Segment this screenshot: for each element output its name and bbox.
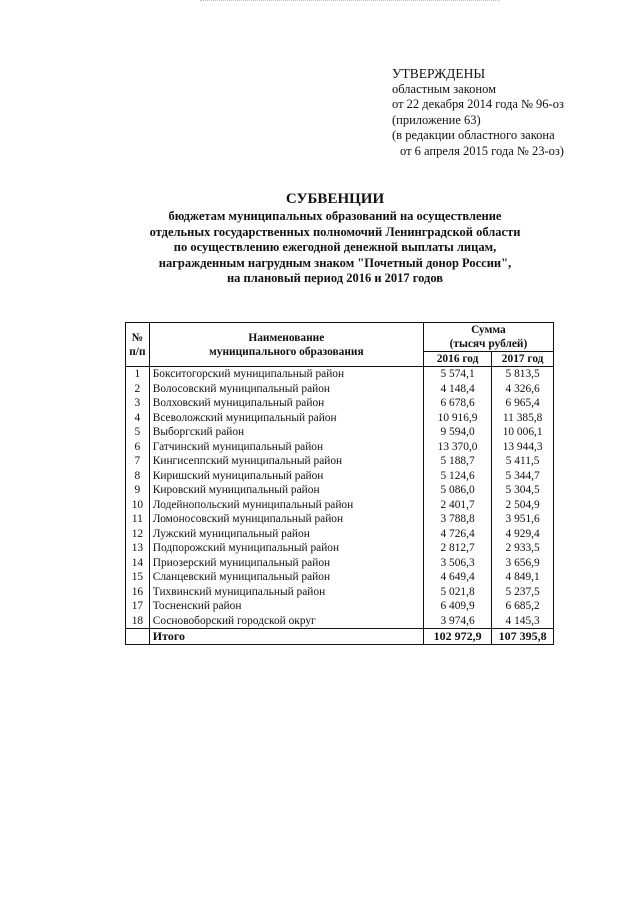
- total-2016: 102 972,9: [423, 629, 491, 645]
- subsidies-table: [125, 322, 554, 645]
- row-name: Тосненский район: [149, 599, 423, 614]
- row-name: Бокситогорский муниципальный район: [149, 367, 423, 382]
- table-row: [126, 556, 554, 571]
- approval-line: (в редакции областного закона: [392, 128, 555, 142]
- row-name: Лодейнопольский муниципальный район: [149, 498, 423, 513]
- row-name: Волховский муниципальный район: [149, 396, 423, 411]
- table-row: [126, 425, 554, 440]
- row-num: 11: [126, 512, 150, 527]
- row-2016: 5 021,8: [423, 585, 491, 600]
- table-row: [126, 367, 554, 382]
- row-2017: 11 385,8: [492, 411, 554, 426]
- row-num: 4: [126, 411, 150, 426]
- row-2017: 4 849,1: [492, 570, 554, 585]
- total-2017: 107 395,8: [492, 629, 554, 645]
- row-name: Подпорожский муниципальный район: [149, 541, 423, 556]
- row-2016: 4 148,4: [423, 382, 491, 397]
- row-name: Волосовский муниципальный район: [149, 382, 423, 397]
- table-row: [126, 483, 554, 498]
- row-2016: 10 916,9: [423, 411, 491, 426]
- row-2017: 13 944,3: [492, 440, 554, 455]
- row-2016: 9 594,0: [423, 425, 491, 440]
- row-num: 8: [126, 469, 150, 484]
- row-name: Кировский муниципальный район: [149, 483, 423, 498]
- header-sum-line1: Сумма: [471, 324, 506, 336]
- row-2016: 6 409,9: [423, 599, 491, 614]
- approval-line: от 22 декабря 2014 года № 96-оз: [392, 97, 564, 111]
- row-2016: 5 124,6: [423, 469, 491, 484]
- row-2016: 4 649,4: [423, 570, 491, 585]
- row-num: 1: [126, 367, 150, 382]
- row-name: Кингисеппский муниципальный район: [149, 454, 423, 469]
- row-num: 12: [126, 527, 150, 542]
- row-2016: 3 788,8: [423, 512, 491, 527]
- row-num: 3: [126, 396, 150, 411]
- table-row: [126, 440, 554, 455]
- row-name: Приозерский муниципальный район: [149, 556, 423, 571]
- row-2017: 5 304,5: [492, 483, 554, 498]
- row-2017: 3 656,9: [492, 556, 554, 571]
- row-2016: 3 974,6: [423, 614, 491, 629]
- row-num: 9: [126, 483, 150, 498]
- row-name: Киришский муниципальный район: [149, 469, 423, 484]
- row-2016: 5 086,0: [423, 483, 491, 498]
- row-num: 2: [126, 382, 150, 397]
- header-name: [149, 323, 423, 367]
- table-row: [126, 614, 554, 629]
- row-num: 13: [126, 541, 150, 556]
- table-row: [126, 498, 554, 513]
- row-name: Сланцевский муниципальный район: [149, 570, 423, 585]
- approval-stamp: [392, 66, 564, 159]
- header-name-line2: муниципального образования: [208, 345, 364, 358]
- row-2017: 3 951,6: [492, 512, 554, 527]
- total-row: [126, 629, 554, 645]
- row-name: Гатчинский муниципальный район: [149, 440, 423, 455]
- table-row: [126, 396, 554, 411]
- row-2017: 10 006,1: [492, 425, 554, 440]
- row-name: Выборгский район: [149, 425, 423, 440]
- row-2017: 5 344,7: [492, 469, 554, 484]
- row-2016: 5 188,7: [423, 454, 491, 469]
- header-num: [126, 323, 150, 367]
- header-name-line1: Наименование: [248, 331, 325, 344]
- row-num: 18: [126, 614, 150, 629]
- row-2017: 2 504,9: [492, 498, 554, 513]
- total-label: Итого: [149, 629, 423, 645]
- row-2017: 6 685,2: [492, 599, 554, 614]
- row-name: Всеволожский муниципальный район: [149, 411, 423, 426]
- title-line: награжденным нагрудным знаком "Почетный донор России",: [158, 255, 512, 270]
- header-year-2017: 2017 год: [492, 352, 554, 367]
- row-name: Сосновоборский городской округ: [149, 614, 423, 629]
- row-num: 5: [126, 425, 150, 440]
- row-num: 7: [126, 454, 150, 469]
- table-row: [126, 382, 554, 397]
- row-2016: 2 812,7: [423, 541, 491, 556]
- row-2016: 2 401,7: [423, 498, 491, 513]
- row-2017: 5 813,5: [492, 367, 554, 382]
- row-name: Ломоносовский муниципальный район: [149, 512, 423, 527]
- header-sum: [423, 323, 553, 352]
- table-row: [126, 411, 554, 426]
- table-row: [126, 527, 554, 542]
- row-2017: 2 933,5: [492, 541, 554, 556]
- row-num: 6: [126, 440, 150, 455]
- row-name: Тихвинский муниципальный район: [149, 585, 423, 600]
- header-num-line1: №: [131, 331, 144, 344]
- row-name: Лужский муниципальный район: [149, 527, 423, 542]
- title-line: бюджетам муниципальных образований на осуществление: [168, 209, 502, 223]
- total-num: [126, 629, 150, 645]
- title-main: СУБВЕНЦИИ: [285, 191, 385, 207]
- row-num: 14: [126, 556, 150, 571]
- table-row: [126, 454, 554, 469]
- approval-line: (приложение 63): [392, 112, 481, 127]
- title-line: по осуществлению ежегодной денежной выплаты лицам,: [173, 240, 497, 254]
- table-row: [126, 585, 554, 600]
- row-num: 17: [126, 599, 150, 614]
- row-2017: 4 929,4: [492, 527, 554, 542]
- row-2016: 3 506,3: [423, 556, 491, 571]
- title-line: отдельных государственных полномочий Ленинградской области: [149, 224, 521, 239]
- row-2017: 6 965,4: [492, 396, 554, 411]
- approval-heading: УТВЕРЖДЕНЫ: [392, 66, 486, 81]
- table-row: [126, 541, 554, 556]
- document-title: [100, 190, 570, 287]
- scan-artifact-line: [200, 0, 500, 2]
- header-year-2016: 2016 год: [423, 352, 491, 367]
- table-row: [126, 570, 554, 585]
- row-num: 16: [126, 585, 150, 600]
- table-row: [126, 599, 554, 614]
- row-2017: 5 411,5: [492, 454, 554, 469]
- row-num: 10: [126, 498, 150, 513]
- row-2017: 4 145,3: [492, 614, 554, 629]
- row-2017: 4 326,6: [492, 382, 554, 397]
- row-2017: 5 237,5: [492, 585, 554, 600]
- table-row: [126, 512, 554, 527]
- row-2016: 6 678,6: [423, 396, 491, 411]
- header-num-line2: п/п: [129, 345, 146, 358]
- approval-line: от 6 апреля 2015 года № 23-оз): [400, 143, 564, 158]
- row-2016: 4 726,4: [423, 527, 491, 542]
- row-2016: 5 574,1: [423, 367, 491, 382]
- row-2016: 13 370,0: [423, 440, 491, 455]
- header-sum-line2: (тысяч рублей): [449, 338, 528, 350]
- title-line: на плановый период 2016 и 2017 годов: [226, 271, 444, 285]
- approval-line: областным законом: [392, 81, 497, 96]
- table-row: [126, 469, 554, 484]
- row-num: 15: [126, 570, 150, 585]
